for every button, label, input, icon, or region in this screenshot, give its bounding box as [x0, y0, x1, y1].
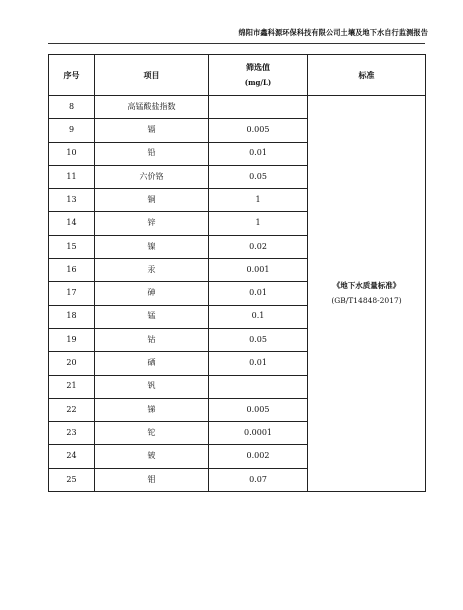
cell-no: 10 — [49, 142, 95, 165]
cell-no: 19 — [49, 328, 95, 351]
cell-value: 0.05 — [209, 328, 308, 351]
cell-no: 13 — [49, 189, 95, 212]
cell-item: 砷 — [95, 282, 209, 305]
cell-value — [209, 96, 308, 119]
cell-value: 0.1 — [209, 305, 308, 328]
screening-values-table — [48, 54, 426, 492]
cell-no: 17 — [49, 282, 95, 305]
column-header-unit: (mg/L) — [244, 78, 272, 88]
cell-item: 硒 — [95, 352, 209, 375]
cell-item: 钴 — [95, 328, 209, 351]
header-divider — [48, 43, 425, 44]
cell-value: 0.02 — [209, 235, 308, 258]
cell-value: 0.07 — [209, 468, 308, 491]
cell-item: 汞 — [95, 259, 209, 282]
cell-no: 14 — [49, 212, 95, 235]
cell-no: 24 — [49, 445, 95, 468]
cell-item: 铅 — [95, 142, 209, 165]
column-header-value-label: 筛选值 — [246, 62, 270, 73]
cell-no: 22 — [49, 398, 95, 421]
column-header-standard: 标准 — [308, 55, 426, 96]
cell-value: 0.005 — [209, 398, 308, 421]
cell-value: 0.005 — [209, 119, 308, 142]
cell-item: 钒 — [95, 375, 209, 398]
column-header-value — [209, 55, 308, 96]
cell-item: 镍 — [95, 235, 209, 258]
cell-value: 0.01 — [209, 142, 308, 165]
cell-no: 25 — [49, 468, 95, 491]
cell-item: 锰 — [95, 305, 209, 328]
column-header-no: 序号 — [49, 55, 95, 96]
cell-value: 1 — [209, 212, 308, 235]
table-header-row — [49, 55, 426, 96]
cell-item: 铊 — [95, 422, 209, 445]
cell-value: 1 — [209, 189, 308, 212]
standard-name: 《地下水质量标准》 — [332, 281, 401, 291]
cell-item: 锌 — [95, 212, 209, 235]
standard-code: (GB/T14848-2017) — [331, 295, 402, 305]
cell-value: 0.001 — [209, 259, 308, 282]
cell-item: 六价铬 — [95, 165, 209, 188]
table-body — [49, 96, 426, 492]
cell-no: 8 — [49, 96, 95, 119]
cell-value: 0.01 — [209, 352, 308, 375]
cell-no: 18 — [49, 305, 95, 328]
cell-no: 20 — [49, 352, 95, 375]
cell-value: 0.05 — [209, 165, 308, 188]
cell-no: 16 — [49, 259, 95, 282]
cell-no: 23 — [49, 422, 95, 445]
table-row — [49, 96, 426, 119]
cell-no: 21 — [49, 375, 95, 398]
cell-standard — [308, 96, 426, 492]
cell-item: 铜 — [95, 189, 209, 212]
cell-item: 钼 — [95, 468, 209, 491]
cell-value — [209, 375, 308, 398]
cell-no: 11 — [49, 165, 95, 188]
cell-no: 15 — [49, 235, 95, 258]
cell-item: 镉 — [95, 119, 209, 142]
cell-value: 0.01 — [209, 282, 308, 305]
cell-item: 锑 — [95, 398, 209, 421]
cell-item: 铍 — [95, 445, 209, 468]
cell-value: 0.0001 — [209, 422, 308, 445]
column-header-item: 项目 — [95, 55, 209, 96]
cell-no: 9 — [49, 119, 95, 142]
report-header-title: 绵阳市鑫科源环保科技有限公司土壤及地下水自行监测报告 — [238, 28, 428, 37]
cell-value: 0.002 — [209, 445, 308, 468]
cell-item: 高锰酸盐指数 — [95, 96, 209, 119]
